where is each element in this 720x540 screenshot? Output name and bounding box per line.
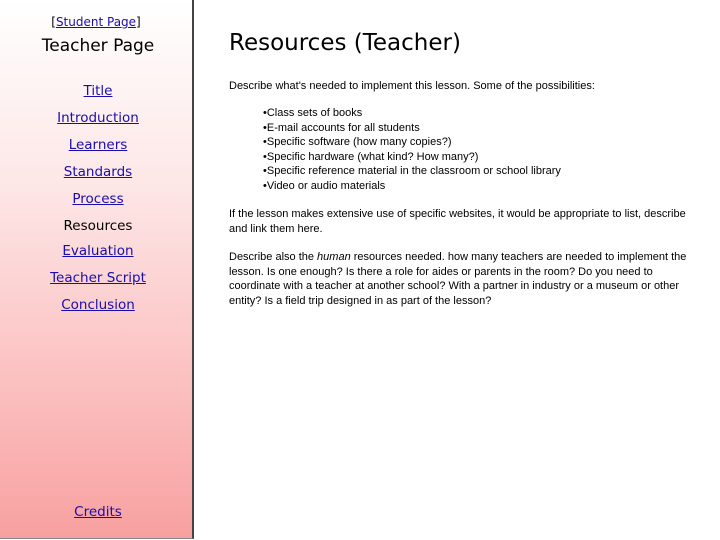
page-title: Resources (Teacher)	[229, 30, 461, 56]
nav-link-title[interactable]: Title	[83, 83, 113, 99]
list-item: • Video or audio materials	[263, 179, 561, 194]
sidebar-title: Teacher Page	[41, 36, 155, 56]
human-emphasis: human	[317, 251, 351, 263]
nav-link-conclusion[interactable]: Conclusion	[61, 297, 135, 313]
nav-current-resources: Resources	[63, 218, 133, 234]
nav-link-standards[interactable]: Standards	[63, 164, 133, 180]
nav-link-learners[interactable]: Learners	[68, 137, 128, 153]
list-item: • Specific software (how many copies?)	[263, 135, 561, 150]
nav-link-introduction[interactable]: Introduction	[57, 110, 139, 126]
nav-item-process[interactable]	[0, 191, 196, 207]
nav-item-learners[interactable]	[0, 137, 196, 153]
list-item: • Specific reference material in the classroom or school library	[263, 164, 561, 179]
list-item: • Class sets of books	[263, 106, 561, 121]
list-item: • E-mail accounts for all students	[263, 121, 561, 136]
nav-item-standards[interactable]	[0, 164, 196, 180]
nav-link-evaluation[interactable]: Evaluation	[62, 243, 134, 259]
possibilities-list	[263, 106, 561, 193]
intro-paragraph: Describe what's needed to implement this lesson. Some of the possibilities:	[229, 80, 595, 92]
human-text-post: resources needed. how many teachers are needed to implement the lesson. Is one enough? Is there a role for aides or parents in the room? Do you need to coordinate with a teacher at another school? With a partner in industry or a museum or other entity? Is a field trip designed in as part of the lesson?	[229, 251, 687, 307]
bracket-close: ]	[136, 15, 141, 29]
nav-item-resources	[0, 218, 196, 234]
nav-item-introduction[interactable]	[0, 110, 196, 126]
human-resources-paragraph	[229, 250, 689, 308]
student-page-link-wrapper	[0, 15, 192, 29]
nav-link-teacher-script[interactable]: Teacher Script	[50, 270, 146, 286]
nav-link-credits[interactable]: Credits	[74, 504, 122, 520]
nav-link-process[interactable]: Process	[72, 191, 124, 207]
sidebar	[0, 0, 194, 539]
nav-item-teacher-script[interactable]	[0, 270, 196, 286]
student-page-link[interactable]: Student Page	[55, 15, 137, 29]
websites-paragraph: If the lesson makes extensive use of specific websites, it would be appropriate to list, describe and link them here.	[229, 208, 686, 235]
human-text-pre: Describe also the	[229, 251, 318, 263]
nav-item-credits[interactable]	[0, 504, 196, 520]
nav-item-evaluation[interactable]	[0, 243, 196, 259]
nav-item-title[interactable]	[0, 83, 196, 99]
nav-item-conclusion[interactable]	[0, 297, 196, 313]
list-item: • Specific hardware (what kind? How many?)	[263, 150, 561, 165]
bracket-open: [	[51, 15, 56, 29]
